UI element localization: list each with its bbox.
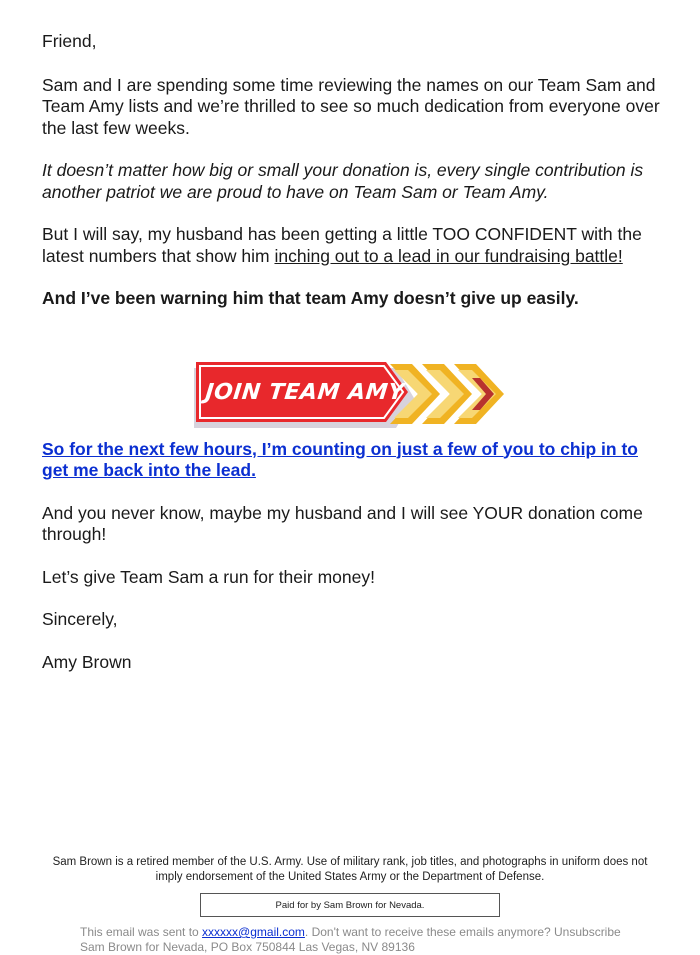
- paragraph-donation: And you never know, maybe my husband and I will see YOUR donation come through!: [42, 502, 643, 544]
- unsubscribe-link[interactable]: Unsubscribe: [554, 925, 621, 939]
- paragraph-confident-text: But I will say, my husband has been getting a little TOO CONFIDENT with the latest numbers that show him: [42, 224, 642, 266]
- sent-to-prefix: This email was sent to: [80, 925, 203, 939]
- signature: Amy Brown: [42, 651, 132, 672]
- unsubscribe-prompt: . Don't want to receive these emails anymore?: [304, 925, 554, 939]
- chip-in-link[interactable]: So for the next few hours, I’m counting on just a few of you to chip in to get me back into the lead.: [42, 438, 638, 480]
- paragraph-run: Let’s give Team Sam a run for their money!: [42, 566, 375, 587]
- paid-for-text: Paid for by Sam Brown for Nevada.: [275, 899, 425, 911]
- banner-label: JOIN TEAM AMY: [204, 379, 406, 405]
- signoff: Sincerely,: [42, 609, 118, 629]
- recipient-email-link[interactable]: xxxxxx@gmail.com: [202, 925, 305, 939]
- email-body: [42, 31, 662, 673]
- greeting: Friend,: [42, 31, 97, 51]
- paragraph-italic: It doesn’t matter how big or small your donation is, every single contribution is another patriot we are proud to have on Team Sam or Team Amy.: [42, 160, 644, 202]
- paid-for-box: [200, 893, 500, 917]
- email-footer: [0, 855, 700, 954]
- footer-bottom: [80, 925, 621, 955]
- cta-paragraph: [42, 439, 662, 482]
- mailing-address: Sam Brown for Nevada, PO Box 750844 Las Vegas, NV 89136: [80, 940, 415, 954]
- sent-to-line: [80, 925, 621, 940]
- paragraph-warning: And I’ve been warning him that team Amy doesn’t give up easily.: [42, 288, 579, 308]
- military-disclaimer: Sam Brown is a retired member of the U.S. Army. Use of military rank, job titles, and photographs in uniform does not imply endorsement of the United States Army or the Department of Defense.: [52, 856, 648, 883]
- underlined-lead-text: inching out to a lead in our fundraising battle!: [274, 245, 623, 266]
- paragraph-confident: [42, 224, 662, 267]
- join-team-amy-banner[interactable]: [190, 358, 512, 432]
- paragraph-intro: Sam and I are spending some time reviewing the names on our Team Sam and Team Amy lists and we’re thrilled to see so much dedication from everyone over the last few weeks.: [42, 74, 660, 138]
